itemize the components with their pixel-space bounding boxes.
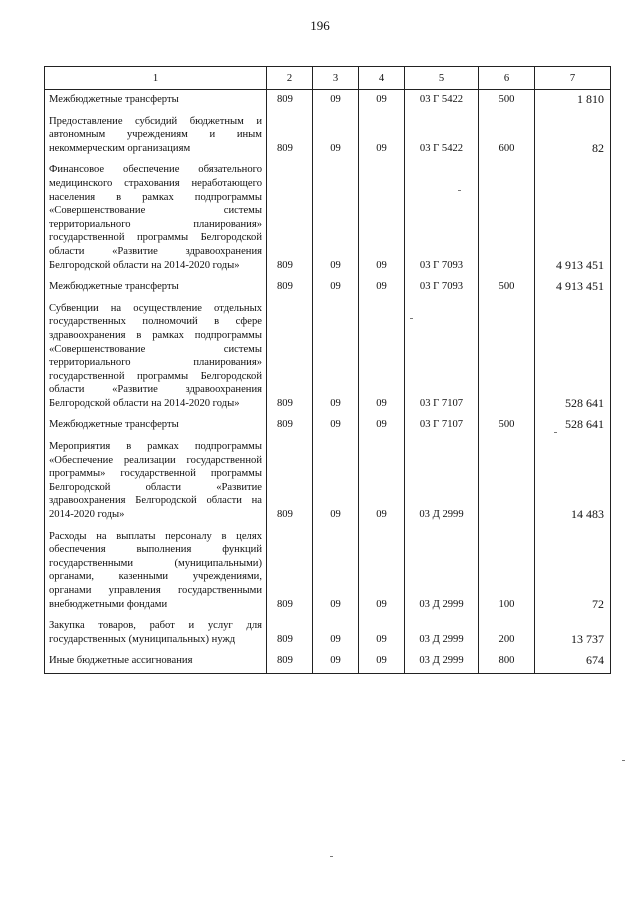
expense-type: 100	[479, 527, 535, 617]
table-row	[45, 616, 611, 651]
amount: 674	[535, 651, 611, 673]
scan-speck	[410, 318, 413, 319]
expense-type: 600	[479, 112, 535, 161]
ministry-code: 809	[267, 616, 313, 651]
scan-speck	[622, 760, 625, 761]
ministry-code: 809	[267, 437, 313, 527]
amount: 528 641	[535, 415, 611, 437]
expense-type	[479, 299, 535, 416]
target-article: 03 Г 5422	[405, 90, 479, 112]
target-article: 03 Г 7093	[405, 277, 479, 299]
subsection-code: 09	[359, 616, 405, 651]
target-article: 03 Г 7107	[405, 299, 479, 416]
target-article: 03 Д 2999	[405, 527, 479, 617]
table-row	[45, 160, 611, 277]
subsection-code: 09	[359, 90, 405, 112]
amount: 528 641	[535, 299, 611, 416]
subsection-code: 09	[359, 299, 405, 416]
page-number: 196	[310, 18, 330, 33]
table-row	[45, 299, 611, 416]
column-header-5: 5	[405, 67, 479, 90]
item-name: Мероприятия в рамках подпрограммы «Обеспечение реализации государственной программы» государственной программы Белгородской области «Развитие здравоохранения Белгородской области на 2014-2020 годы»	[45, 437, 267, 527]
expense-type: 200	[479, 616, 535, 651]
section-code: 09	[313, 277, 359, 299]
column-header-2: 2	[267, 67, 313, 90]
table-row	[45, 277, 611, 299]
target-article: 03 Г 5422	[405, 112, 479, 161]
scan-speck	[330, 856, 333, 857]
table-row	[45, 651, 611, 673]
table-row	[45, 90, 611, 112]
item-name: Межбюджетные трансферты	[45, 90, 267, 112]
table-row	[45, 437, 611, 527]
item-name: Предоставление субсидий бюджетным и автономным учреждениям и иным некоммерческим организациям	[45, 112, 267, 161]
table-row	[45, 415, 611, 437]
column-header-1: 1	[45, 67, 267, 90]
target-article: 03 Г 7107	[405, 415, 479, 437]
amount: 72	[535, 527, 611, 617]
item-name: Расходы на выплаты персоналу в целях обеспечения выполнения функций государственными (муниципальными) органами, казенными учреждениями, органами управления государственными внебюджетными фондами	[45, 527, 267, 617]
subsection-code: 09	[359, 651, 405, 673]
section-code: 09	[313, 90, 359, 112]
target-article: 03 Д 2999	[405, 616, 479, 651]
ministry-code: 809	[267, 112, 313, 161]
section-code: 09	[313, 160, 359, 277]
target-article: 03 Г 7093	[405, 160, 479, 277]
expense-type	[479, 160, 535, 277]
section-code: 09	[313, 437, 359, 527]
target-article: 03 Д 2999	[405, 437, 479, 527]
subsection-code: 09	[359, 437, 405, 527]
column-header-7: 7	[535, 67, 611, 90]
table-row	[45, 112, 611, 161]
amount: 4 913 451	[535, 160, 611, 277]
scan-speck	[554, 432, 557, 433]
subsection-code: 09	[359, 112, 405, 161]
expense-type	[479, 437, 535, 527]
amount: 13 737	[535, 616, 611, 651]
column-header-4: 4	[359, 67, 405, 90]
budget-table	[44, 66, 611, 674]
item-name: Межбюджетные трансферты	[45, 415, 267, 437]
ministry-code: 809	[267, 299, 313, 416]
ministry-code: 809	[267, 415, 313, 437]
subsection-code: 09	[359, 277, 405, 299]
target-article: 03 Д 2999	[405, 651, 479, 673]
subsection-code: 09	[359, 415, 405, 437]
item-name: Иные бюджетные ассигнования	[45, 651, 267, 673]
item-name: Субвенции на осуществление отдельных государственных полномочий в сфере здравоохранения в рамках подпрограммы «Совершенствование системы территориального планирования» государственной программы Белгородской области «Развитие здравоохранения Белгородской области на 2014-2020 годы»	[45, 299, 267, 416]
section-code: 09	[313, 651, 359, 673]
column-header-6: 6	[479, 67, 535, 90]
ministry-code: 809	[267, 527, 313, 617]
amount: 1 810	[535, 90, 611, 112]
item-name: Межбюджетные трансферты	[45, 277, 267, 299]
item-name: Финансовое обеспечение обязательного медицинского страхования неработающего населения в рамках подпрограммы «Совершенствование системы территориального планирования» государственной программы Белгородской области «Развитие здравоохранения Белгородской области на 2014-2020 годы»	[45, 160, 267, 277]
scan-speck	[458, 190, 461, 191]
ministry-code: 809	[267, 160, 313, 277]
ministry-code: 809	[267, 651, 313, 673]
section-code: 09	[313, 616, 359, 651]
ministry-code: 809	[267, 90, 313, 112]
amount: 14 483	[535, 437, 611, 527]
expense-type: 500	[479, 277, 535, 299]
amount: 4 913 451	[535, 277, 611, 299]
amount: 82	[535, 112, 611, 161]
section-code: 09	[313, 415, 359, 437]
ministry-code: 809	[267, 277, 313, 299]
expense-type: 500	[479, 415, 535, 437]
header-row	[45, 67, 611, 90]
section-code: 09	[313, 299, 359, 416]
subsection-code: 09	[359, 160, 405, 277]
expense-type: 500	[479, 90, 535, 112]
subsection-code: 09	[359, 527, 405, 617]
column-header-3: 3	[313, 67, 359, 90]
item-name: Закупка товаров, работ и услуг для государственных (муниципальных) нужд	[45, 616, 267, 651]
table-row	[45, 527, 611, 617]
section-code: 09	[313, 527, 359, 617]
section-code: 09	[313, 112, 359, 161]
expense-type: 800	[479, 651, 535, 673]
